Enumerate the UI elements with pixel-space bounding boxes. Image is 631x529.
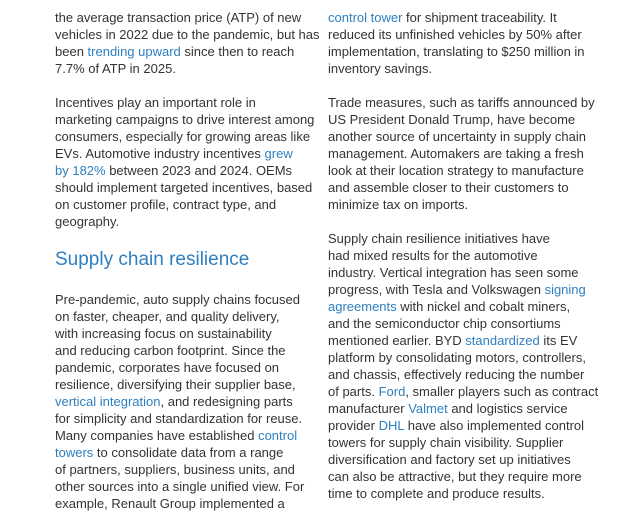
paragraph-trade-measures [328,94,595,213]
text-line: on faster, cheaper, and quality delivery, [55,309,280,324]
text-line: 7.7% of ATP in 2025. [55,61,176,76]
link-trending-upward[interactable]: trending upward [87,44,181,59]
text-line: Trade measures, such as tariffs announced by [328,95,595,110]
link-signing-agreements-part2[interactable]: agreements [328,299,397,314]
text-line: can also be attractive, but they require more [328,469,582,484]
text-line: consumers, especially for growing areas like [55,129,311,144]
text-line: marketing campaigns to drive interest among [55,112,315,127]
paragraph-pre-pandemic [55,291,305,512]
text-line: US President Donald Trump, have become [328,112,576,127]
text-line [55,162,305,179]
link-control-tower[interactable]: control tower [328,10,403,25]
text-line: should implement targeted incentives, based [55,180,313,195]
text-line: time to complete and produce results. [328,486,545,501]
text-line: inventory savings. [328,61,433,76]
text-fragment: provider [328,418,379,433]
text-line: resilience, diversifying their supplier base, [55,377,296,392]
link-signing-agreements-part1[interactable]: signing [544,282,586,297]
section-heading: Supply chain resilience [55,249,250,270]
text-line: with increasing focus on sustainability [55,326,272,341]
paragraph-incentives [55,94,315,230]
text-line: reduced its unfinished vehicles by 50% after [328,27,582,42]
text-fragment: its EV [539,333,578,348]
text-fragment: have also implemented control [404,418,585,433]
text-line: and the semiconductor chip consortiums [328,316,561,331]
text-fragment: for shipment traceability. It [402,10,557,25]
text-fragment: mentioned earlier. BYD [328,333,466,348]
paragraph-renault [328,9,583,77]
text-fragment: manufacturer [328,401,409,416]
text-fragment: to consolidate data from a range [93,445,284,460]
text-fragment: of parts. [328,384,379,399]
text-line [328,9,583,26]
text-line: the average transaction price (ATP) of new [55,10,302,25]
text-fragment: with nickel and cobalt miners, [396,299,571,314]
text-line: for simplicity and standardization for reuse. [55,411,303,426]
text-line: platform by consolidating motors, controllers, [328,350,586,365]
link-ford[interactable]: Ford [378,384,406,399]
text-line: Pre-pandemic, auto supply chains focused [55,292,300,307]
link-control-towers-part2[interactable]: towers [55,445,94,460]
right-column [328,9,599,519]
text-line: example, Renault Group implemented a [55,496,285,511]
link-vertical-integration[interactable]: vertical integration [55,394,161,409]
text-fragment: been [55,44,88,59]
text-line [328,298,583,315]
text-line: had mixed results for the automotive [328,248,538,263]
text-line [328,281,586,298]
text-line [55,427,305,444]
text-fragment: and logistics service [447,401,568,416]
text-line: implementation, translating to $250 million in [328,44,585,59]
link-grew-by-182-part1[interactable]: grew [264,146,293,161]
left-column [55,9,320,529]
text-line: look at their location strategy to manufacture [328,163,584,178]
text-fragment: EVs. Automotive industry incentives [55,146,265,161]
text-line [328,417,583,434]
text-fragment: progress, with Tesla and Volkswagen [328,282,545,297]
text-line [328,332,583,349]
text-line: diversification and factory set up initiatives [328,452,571,467]
text-line: vehicles in 2022 due to the pandemic, but has [55,27,320,42]
text-line [328,400,583,417]
text-line [328,383,599,400]
text-line: of partners, suppliers, business units, and [55,462,295,477]
text-line: and assemble closer to their customers to [328,180,569,195]
text-line: Supply chain resilience initiatives have [328,231,550,246]
text-line: pandemic, corporates have focused on [55,360,280,375]
text-line: towers for supply chain visibility. Supplier [328,435,564,450]
text-line [55,444,305,461]
text-line: on customer profile, contract type, and [55,197,277,212]
link-grew-by-182-part2[interactable]: by 182% [55,163,106,178]
link-control-towers-part1[interactable]: control [258,428,298,443]
paragraph-resilience-results [328,230,599,502]
link-valmet[interactable]: Valmet [408,401,448,416]
link-dhl[interactable]: DHL [378,418,405,433]
text-line: and chassis, effectively reducing the number [328,367,585,382]
text-line: industry. Vertical integration has seen some [328,265,579,280]
text-line [55,393,305,410]
text-line [55,145,305,162]
text-fragment: between 2023 and 2024. OEMs [105,163,293,178]
text-line: and reducing carbon footprint. Since the [55,343,286,358]
text-line: other sources into a single unified view. For [55,479,305,494]
text-line: minimize tax on imports. [328,197,469,212]
link-standardized[interactable]: standardized [465,333,540,348]
text-fragment: Many companies have established [55,428,259,443]
paragraph-atp [55,9,320,77]
text-fragment: , smaller players such as contract [405,384,599,399]
text-fragment: since then to reach [180,44,295,59]
text-line: management. Automakers are taking a fresh [328,146,584,161]
text-line: another source of uncertainty in supply chain [328,129,586,144]
text-line: Incentives play an important role in [55,95,256,110]
text-line [55,43,305,60]
text-fragment: , and redesigning parts [160,394,293,409]
text-line: geography. [55,214,120,229]
